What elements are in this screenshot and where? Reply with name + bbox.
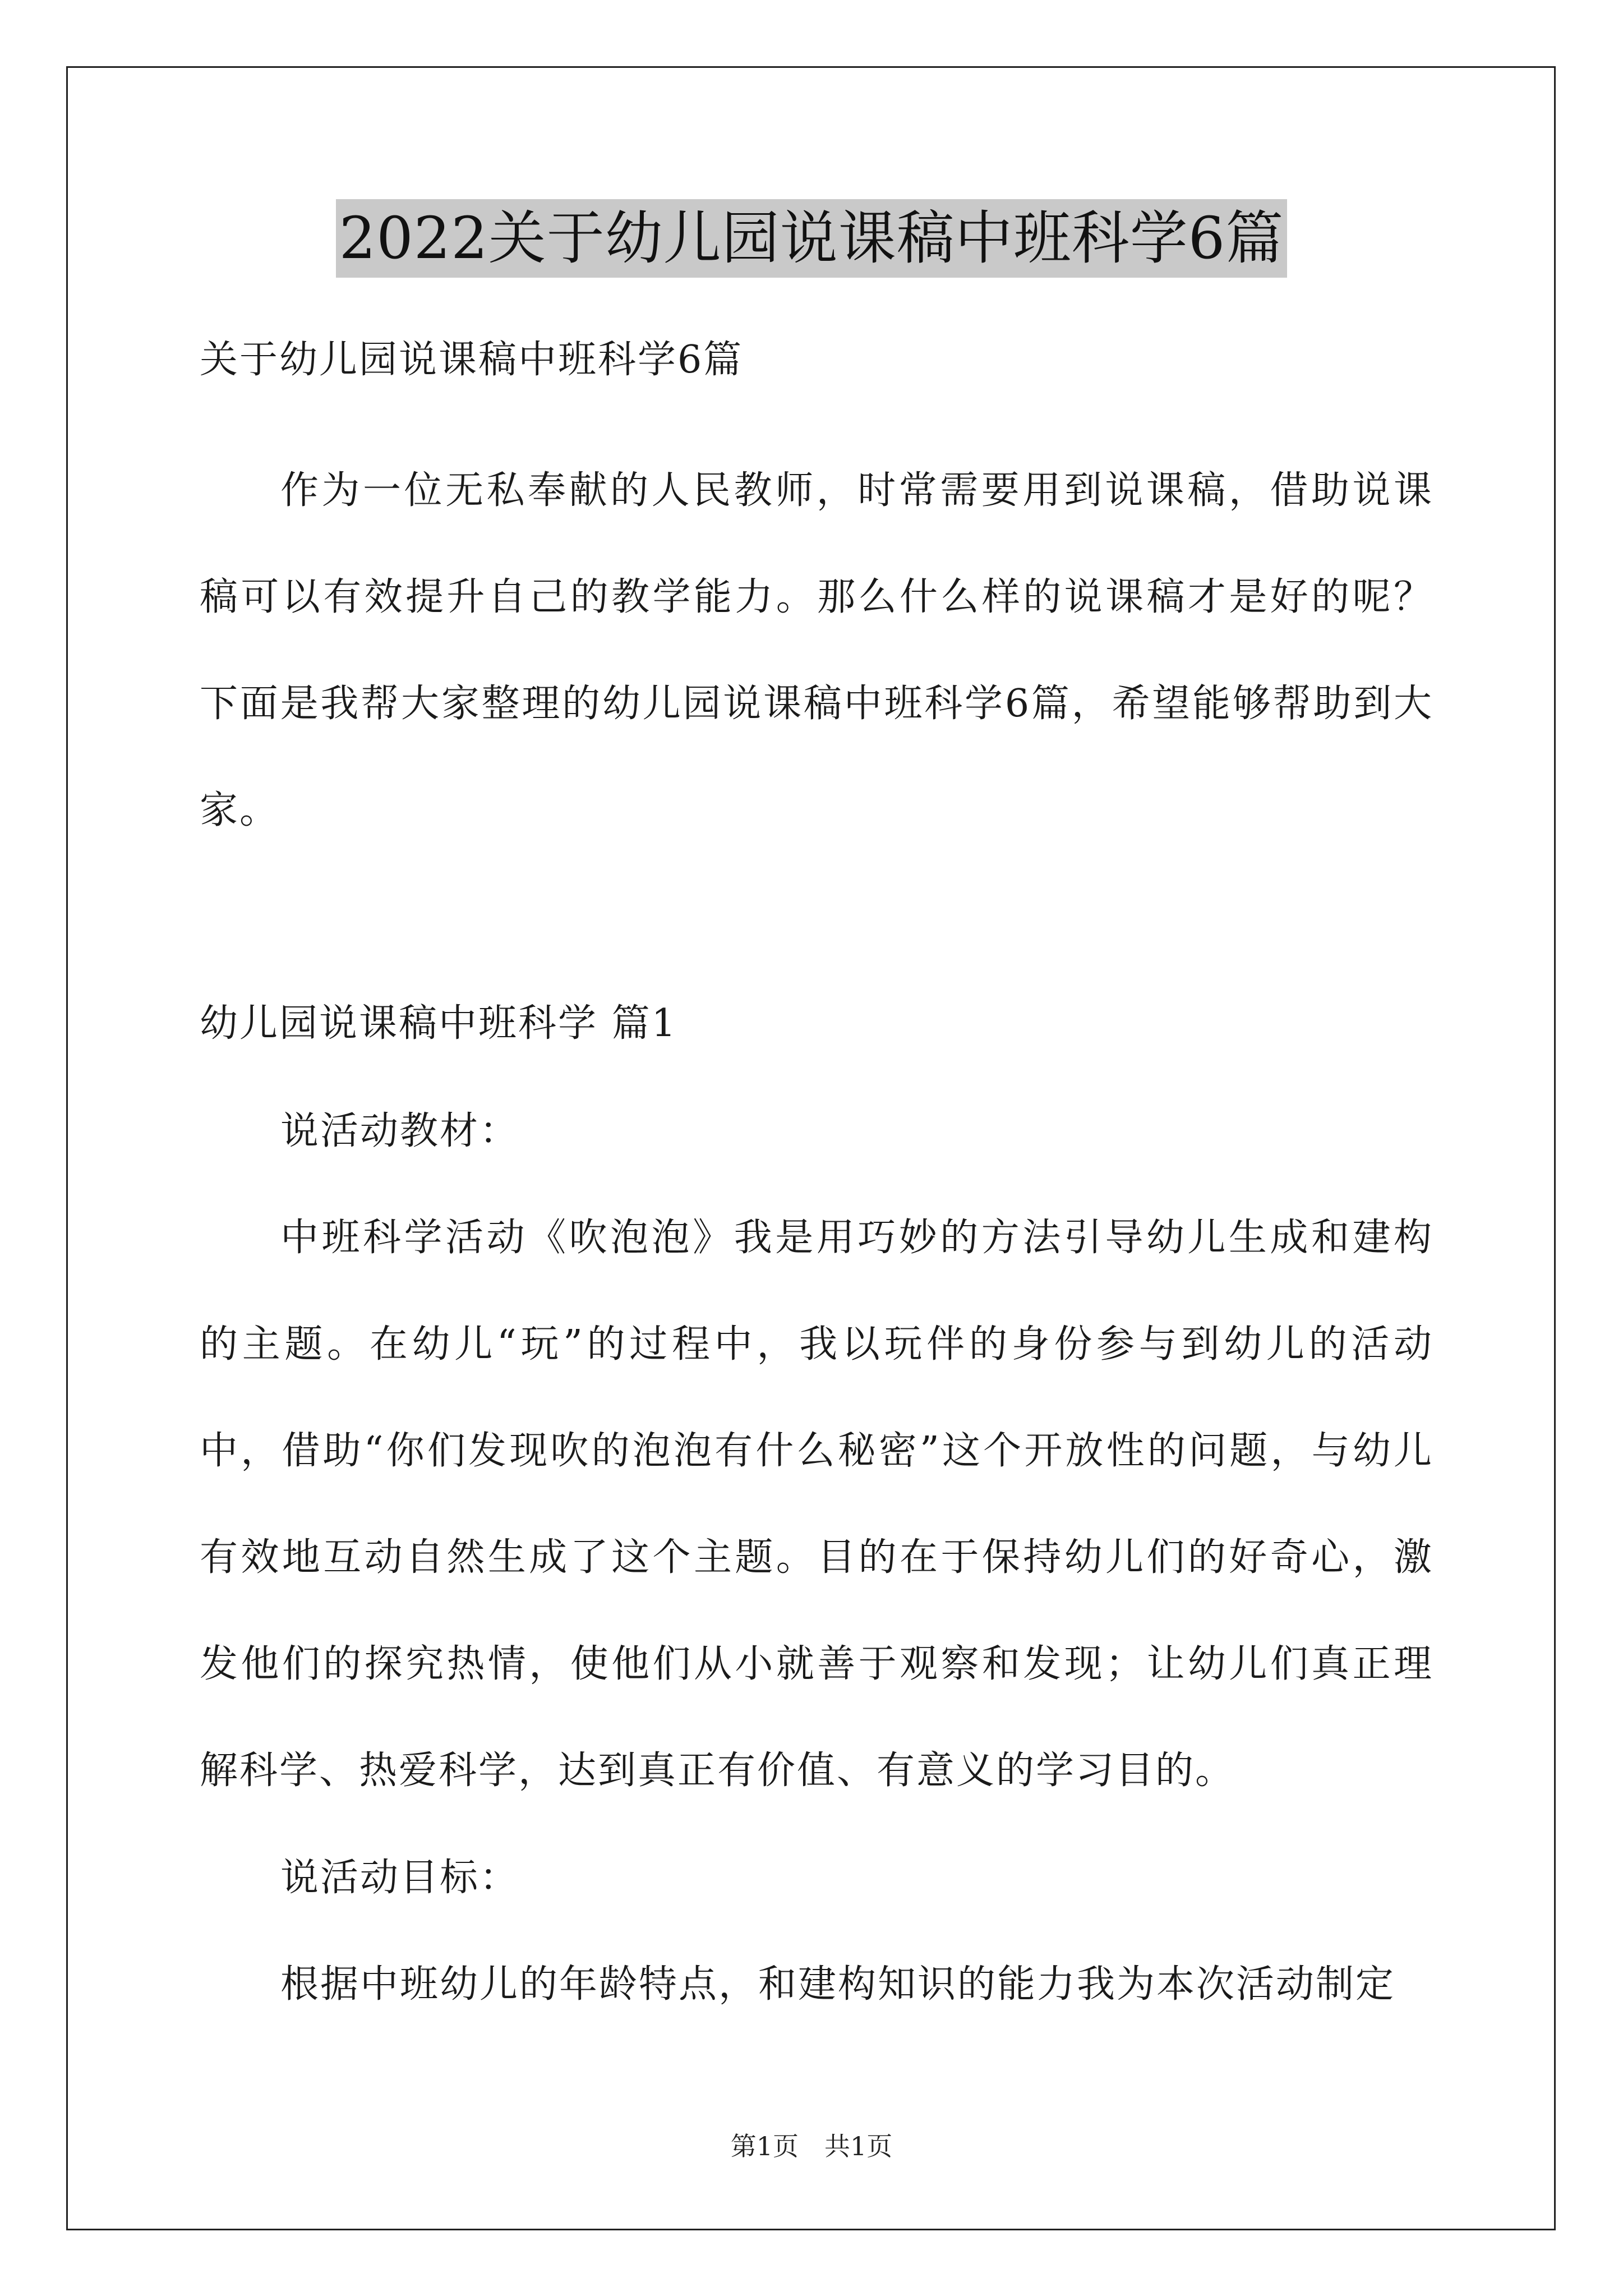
material-paragraph: 中班科学活动《吹泡泡》我是用巧妙的方法引导幼儿生成和建构的主题。在幼儿“玩”的过程中，我以玩伴的身份参与到幼儿的活动中，借助“你们发现吹的泡泡有什么秘密”这个开放性的问题，与幼儿有效地互动自然生成了这个主题。目的在于保持幼儿们的好奇心，激发他们的探究热情，使他们从小就善于观察和发现；让幼儿们真正理解科学、热爱科学，达到真正有价值、有意义的学习目的。 [200, 1216, 1433, 1793]
label-goal: 说活动目标： [280, 1856, 520, 1900]
label-material: 说活动教材： [280, 1109, 520, 1153]
document-title-wrap [0, 199, 1623, 278]
goal-paragraph: 根据中班幼儿的年龄特点，和建构知识的能力我为本次活动制定 [280, 1962, 1396, 2007]
page-footer: 第1页 共1页 [730, 2131, 893, 2161]
section-heading: 幼儿园说课稿中班科学 篇1 [200, 1001, 677, 1046]
subtitle: 关于幼儿园说课稿中班科学6篇 [200, 338, 744, 382]
intro-paragraph: 作为一位无私奉献的人民教师，时常需要用到说课稿，借助说课稿可以有效提升自己的教学能力。那么什么样的说课稿才是好的呢？下面是我帮大家整理的幼儿园说课稿中班科学6篇，希望能够帮助到大家。 [200, 468, 1433, 832]
document-title: 2022关于幼儿园说课稿中班科学6篇 [336, 199, 1288, 278]
